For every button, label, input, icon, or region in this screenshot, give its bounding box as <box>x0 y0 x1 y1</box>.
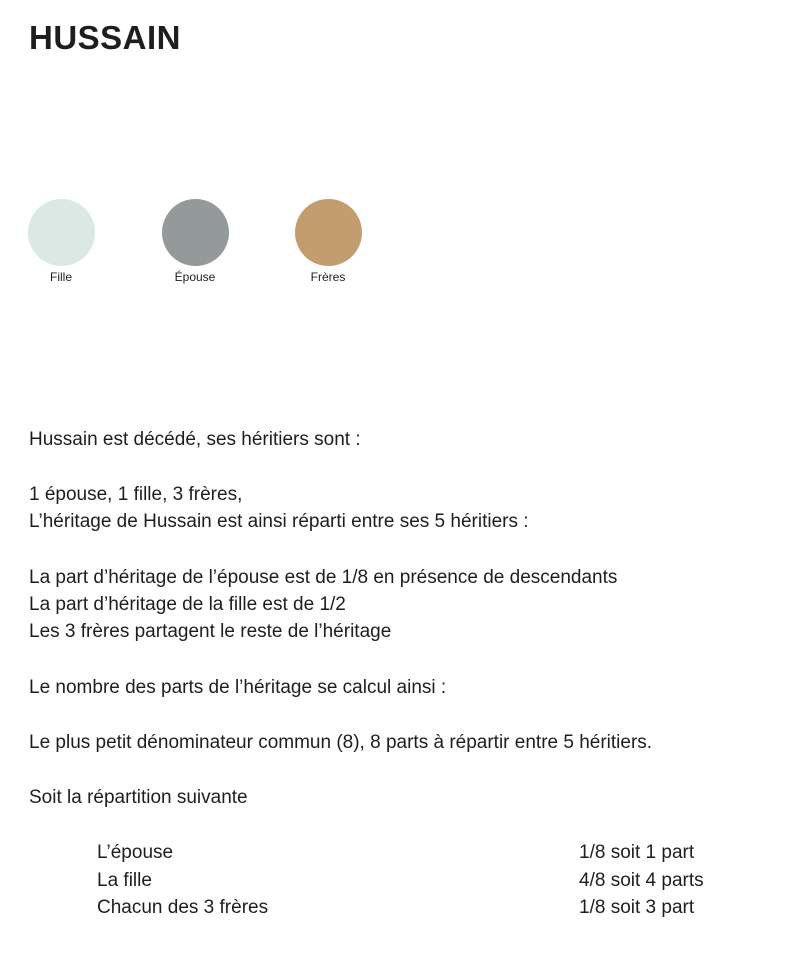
heirs-summary-text: L’héritage de Hussain est ainsi réparti entre ses 5 héritiers : <box>29 511 529 532</box>
rules-paragraph <box>29 564 617 645</box>
rule-wife-text: La part d’héritage de l’épouse est de 1/8 en présence de descendants <box>29 567 618 588</box>
rule-brothers-text: Les 3 frères partagent le reste de l’héritage <box>29 621 392 642</box>
rule-daughter-text: La part d’héritage de la fille est de 1/2 <box>29 594 346 615</box>
distribution-intro-paragraph <box>29 784 248 811</box>
legend-item-freres <box>294 199 362 284</box>
distribution-share: 4/8 soit 4 parts <box>579 869 704 891</box>
calc-paragraph <box>29 674 446 701</box>
intro-text: Hussain est décédé, ses héritiers sont : <box>29 429 361 450</box>
distribution-share: 1/8 soit 1 part <box>579 842 695 863</box>
page-title: HUSSAIN <box>29 19 182 56</box>
distribution-row <box>97 839 757 867</box>
distribution-row <box>97 894 757 922</box>
legend-label-fille: Fille <box>49 270 72 284</box>
distribution-heir: L’épouse <box>97 842 174 863</box>
heirs-paragraph <box>29 481 529 535</box>
distribution-heir: La fille <box>97 869 152 891</box>
calc-intro-text: Le nombre des parts de l’héritage se calcul ainsi : <box>29 677 447 698</box>
heirs-list-text: 1 épouse, 1 fille, 3 frères, <box>29 484 243 505</box>
legend-swatch-fille <box>28 199 95 266</box>
lcd-text: Le plus petit dénominateur commun (8), 8 parts à répartir entre 5 héritiers. <box>29 732 653 753</box>
distribution-heir: Chacun des 3 frères <box>97 897 269 918</box>
legend-item-fille <box>27 199 95 284</box>
lcd-paragraph <box>29 729 652 756</box>
intro-paragraph <box>29 426 361 453</box>
legend-label-epouse: Épouse <box>174 270 216 284</box>
legend-label-freres: Frères <box>310 270 346 284</box>
distribution-share: 1/8 soit 3 part <box>579 897 695 918</box>
legend-swatch-epouse <box>162 199 229 266</box>
legend-swatch-freres <box>295 199 362 266</box>
distribution-row <box>97 867 757 895</box>
distribution-table <box>97 839 757 922</box>
legend-item-epouse <box>161 199 229 284</box>
distribution-intro-text: Soit la répartition suivante <box>29 787 248 808</box>
